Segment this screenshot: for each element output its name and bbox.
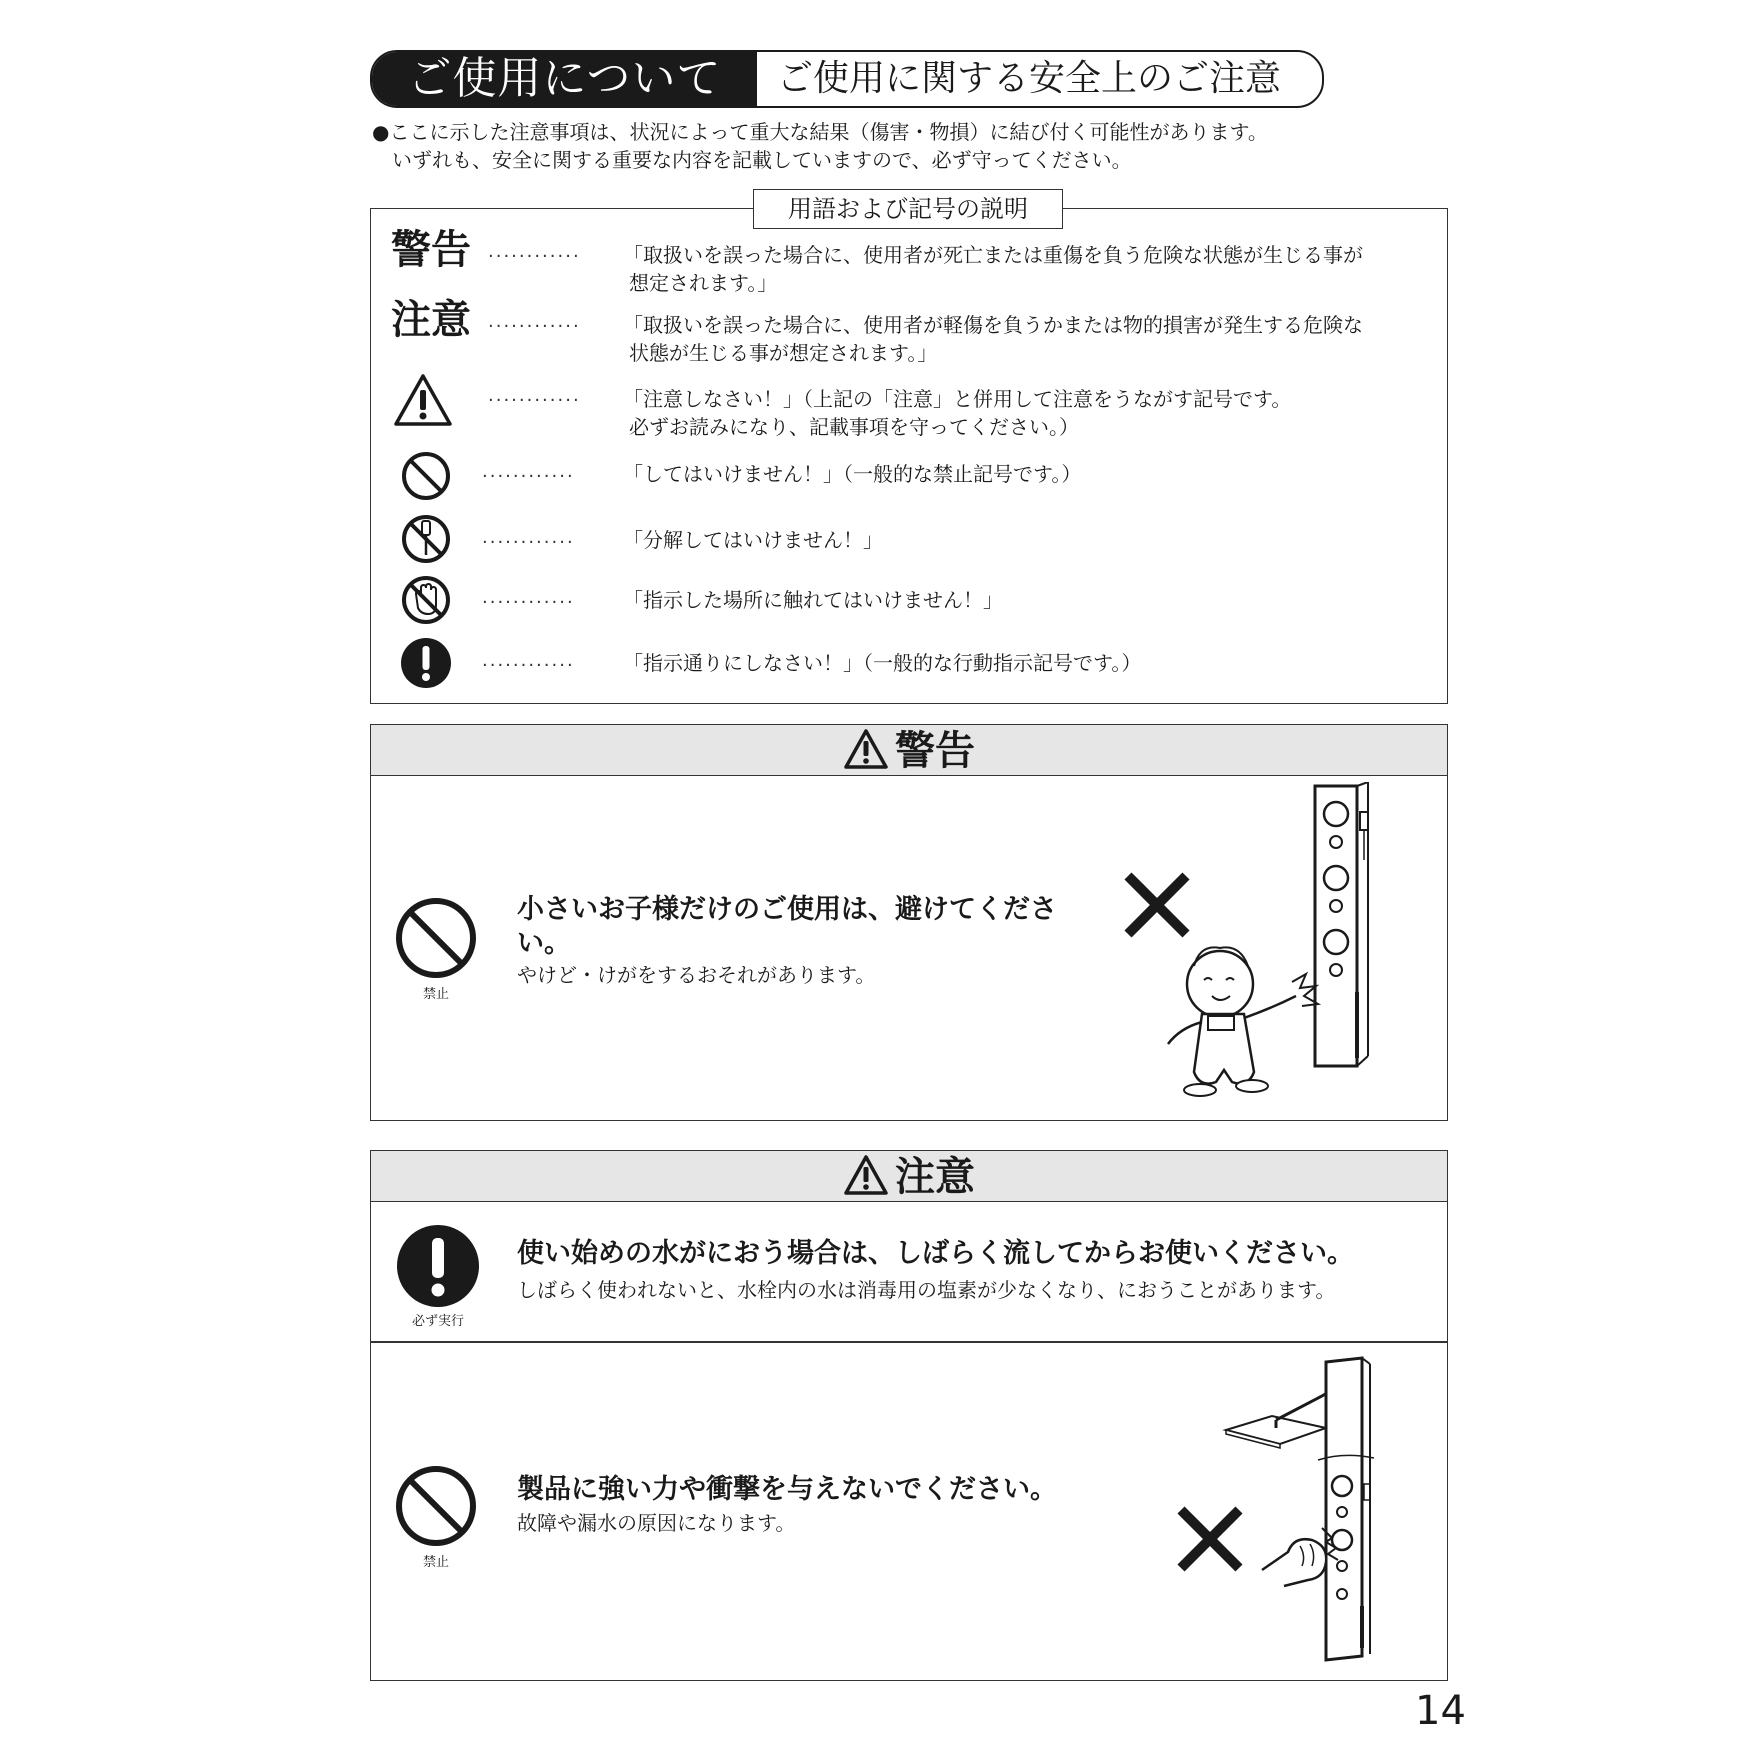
warning-triangle-icon <box>843 1154 889 1196</box>
glossary-text: 「取扱いを誤った場合に、使用者が軽傷を負うかまたは物的損害が発生する危険な <box>623 313 1363 337</box>
icon-caption: 禁止 <box>422 1555 449 1570</box>
glossary-text: 「指示した場所に触れてはいけません！」 <box>623 588 1003 612</box>
term-caution: 注意 <box>391 297 471 343</box>
glossary-text: 想定されます。」 <box>629 271 778 295</box>
no-touch-icon <box>400 574 452 626</box>
section-header <box>370 50 1324 108</box>
glossary-text: 必ずお読みになり、記載事項を守ってください。） <box>629 415 1079 439</box>
warning-main-text: 小さいお子様だけのご使用は、避けてくださ <box>517 894 1057 925</box>
glossary-title: 用語および記号の説明 <box>753 189 1063 229</box>
warning-main-text-cont: い。 <box>517 928 571 959</box>
caution-sub-text: しばらく使われないと、水栓内の水は消毒用の塩素が少なくなり、におうことがあります。 <box>517 1278 1336 1302</box>
icon-caption: 禁止 <box>422 987 449 1002</box>
leader-dots: ············ <box>488 246 581 267</box>
caution-section-title: 注意 <box>895 1154 975 1200</box>
prohibition-icon <box>400 450 452 502</box>
glossary-text: 「注意しなさい！」（上記の「注意」と併用して注意をうながす記号です。 <box>623 387 1292 411</box>
page-title: ご使用に関する安全上のご注意 <box>777 58 1282 99</box>
glossary-text: 「指示通りにしなさい！」（一般的な行動指示記号です。） <box>623 651 1142 675</box>
child-touching-panel-illustration <box>1160 782 1420 1112</box>
intro-line-1: ●ここに示した注意事項は、状況によって重大な結果（傷害・物損）に結び付く可能性があります。 <box>372 120 1268 144</box>
term-warning: 警告 <box>391 227 471 273</box>
warning-sub-text: やけど・けがをするおそれがあります。 <box>517 963 876 987</box>
prohibition-icon <box>394 896 478 980</box>
page-number: 14 <box>1415 1688 1466 1734</box>
divider <box>370 1341 1447 1343</box>
leader-dots: ············ <box>482 466 575 487</box>
prohibition-icon <box>394 1464 478 1548</box>
leader-dots: ············ <box>482 592 575 613</box>
glossary-box <box>370 208 1448 704</box>
mandatory-action-icon <box>400 637 452 689</box>
warning-section-header <box>371 725 1447 776</box>
icon-caption: 必ず実行 <box>411 1314 464 1329</box>
caution-main-text: 使い始めの水がにおう場合は、しばらく流してからお使いください。 <box>517 1238 1354 1269</box>
leader-dots: ············ <box>488 390 581 411</box>
section-label: ご使用について <box>372 52 757 106</box>
leader-dots: ············ <box>482 532 575 553</box>
mandatory-action-icon <box>396 1224 480 1308</box>
no-disassembly-icon <box>400 513 452 565</box>
glossary-text: 「してはいけません！」（一般的な禁止記号です。） <box>623 462 1082 486</box>
intro-line-2: いずれも、安全に関する重要な内容を記載していますので、必ず守ってください。 <box>392 148 1132 172</box>
fist-hitting-panel-illustration <box>1222 1356 1402 1674</box>
glossary-text: 「取扱いを誤った場合に、使用者が死亡または重傷を負う危険な状態が生じる事が <box>623 243 1363 267</box>
warning-triangle-icon <box>393 373 453 427</box>
warning-section-title: 警告 <box>895 728 975 774</box>
glossary-text: 状態が生じる事が想定されます。」 <box>629 341 938 365</box>
leader-dots: ············ <box>488 316 581 337</box>
caution-section-header <box>371 1151 1447 1202</box>
glossary-text: 「分解してはいけません！」 <box>623 528 883 552</box>
warning-triangle-icon <box>843 728 889 770</box>
caution-main-text: 製品に強い力や衝撃を与えないでください。 <box>517 1474 1057 1505</box>
caution-sub-text: 故障や漏水の原因になります。 <box>517 1511 796 1535</box>
leader-dots: ············ <box>482 655 575 676</box>
